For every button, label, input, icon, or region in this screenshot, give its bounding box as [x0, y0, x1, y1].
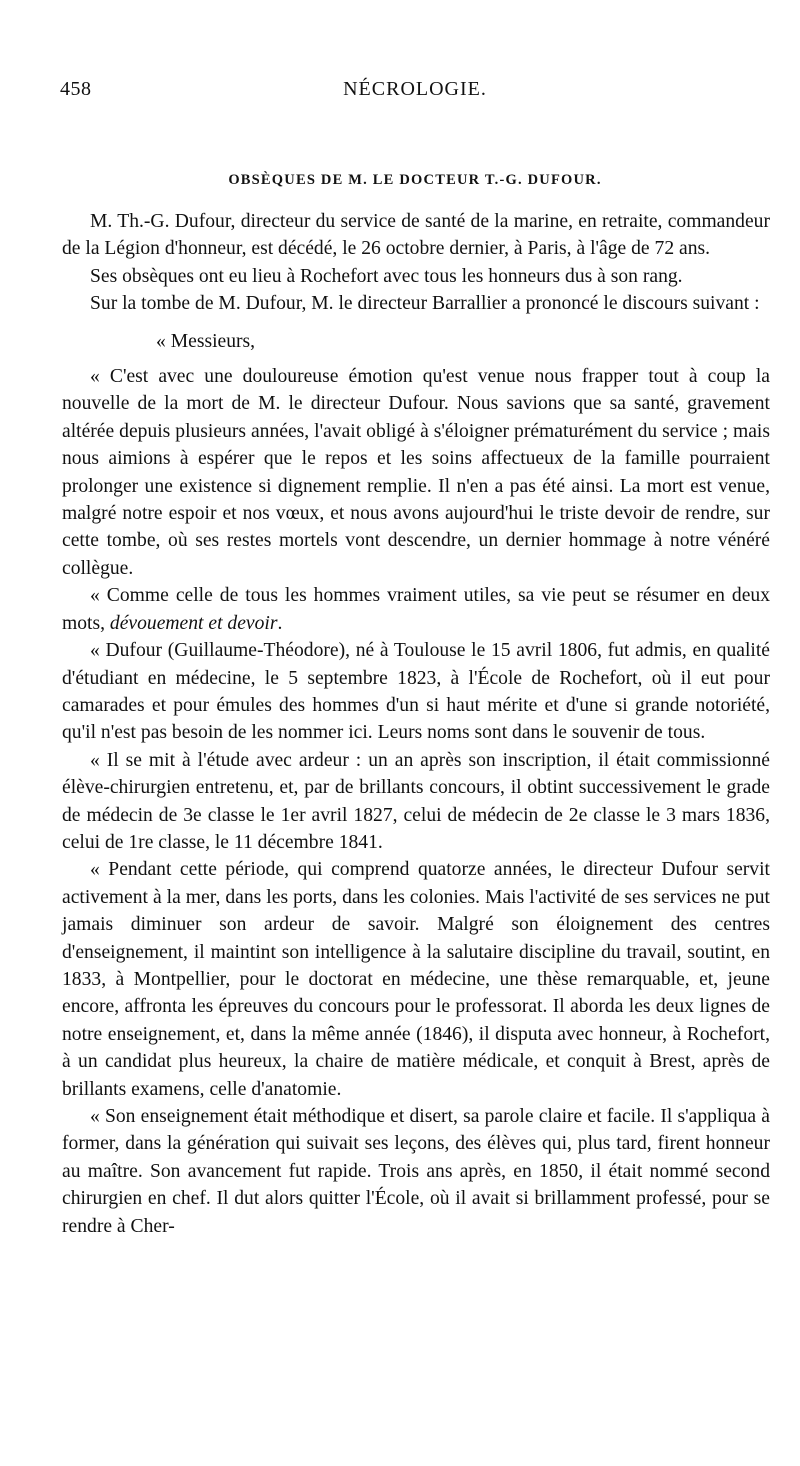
paragraph: « Dufour (Guillaume-Théodore), né à Toulouse le 15 avril 1806, fut admis, en qualité d'étudiant en médecine, le 5 septembre 1823, à l'École de Rochefort, où il eut pour camarades et pour émules des hommes d'un si haut mérite et d'une si grande notoriété, qu'il n'est pas besoin de les nommer ici. Leurs noms sont dans le souvenir de tous. — [62, 640, 770, 744]
paragraph: « Son enseignement était méthodique et disert, sa parole claire et facile. Il s'appliqua à former, dans la génération qui suivait ses leçons, des élèves qui, plus tard, firent honneur au maître. Son avancement fut rapide. Trois ans après, en 1850, il était nommé second chirurgien en chef. Il dut alors quitter l'École, où il avait si brillamment professé, pour se rendre à Cher- — [62, 1106, 770, 1237]
article-title: OBSÈQUES DE M. LE DOCTEUR T.-G. DUFOUR. — [228, 172, 602, 188]
paragraph: « C'est avec une douloureuse émotion qu'est venue nous frapper tout à coup la nouvelle de la mort de M. le directeur Dufour. Nous savions que sa santé, gravement altérée depuis plusieurs années, l'avait obligé à s'éloigner prématurément du service ; mais nous aimions à espérer que le repos et les soins affectueux de la famille pourraient prolonger une existence si dignement remplie. Il n'en a pas été ainsi. La mort est venue, malgré notre espoir et nos vœux, et nous avons aujourd'hui le triste devoir de rendre, sur cette tombe, où ses restes mortels vont descendre, un dernier hommage à notre vénéré collègue. — [62, 366, 770, 579]
paragraph: « Il se mit à l'étude avec ardeur : un an après son inscription, il était commissionné élève-chirurgien entretenu, et, par de brillants concours, il obtint successivement le grade de médecin de 3e classe le 1er avril 1827, celui de médecin de 2e classe le 3 mars 1836, celui de 1re classe, le 11 décembre 1841. — [62, 749, 770, 853]
paragraph: Ses obsèques ont eu lieu à Rochefort avec tous les honneurs dus à son rang. — [90, 265, 683, 287]
running-title: NÉCROLOGIE. — [343, 78, 487, 100]
italic-text: dévouement et devoir — [109, 612, 278, 634]
page-header — [60, 78, 770, 108]
speech-salutation: « Messieurs, — [156, 330, 256, 352]
paragraph: « Pendant cette période, qui comprend quatorze années, le directeur Dufour servit activement à la mer, dans les ports, dans les colonies. Mais l'activité de ses services ne put jamais diminuer son ardeur de savoir. Malgré son éloignement des centres d'enseignement, il maintint son intelligence à la salutaire discipline du travail, soutint, en 1833, à Montpellier, pour le doctorat en médecine, une thèse remarquable, et, jeune encore, affronta les épreuves du concours pour le professorat. Il aborda les deux lignes de notre enseignement, et, dans la même année (1846), il disputa avec honneur, à Rochefort, à un candidat plus heureux, la chaire de matière médicale, et conquit à Brest, après de brillants examens, celle d'anatomie. — [62, 859, 770, 1100]
article-body — [62, 208, 770, 1240]
text-run: . — [277, 612, 283, 634]
paragraph: M. Th.-G. Dufour, directeur du service de santé de la marine, en retraite, commandeur de la Légion d'honneur, est décédé, le 26 octobre dernier, à Paris, à l'âge de 72 ans. — [62, 211, 770, 260]
page-number: 458 — [60, 78, 92, 100]
text-run: « Comme celle de tous les hommes vraiment utiles, sa vie peut se résumer en deux mots, — [62, 585, 770, 634]
paragraph — [62, 582, 770, 637]
paragraph: Sur la tombe de M. Dufour, M. le directeur Barrallier a prononcé le discours suivant : — [90, 293, 760, 315]
